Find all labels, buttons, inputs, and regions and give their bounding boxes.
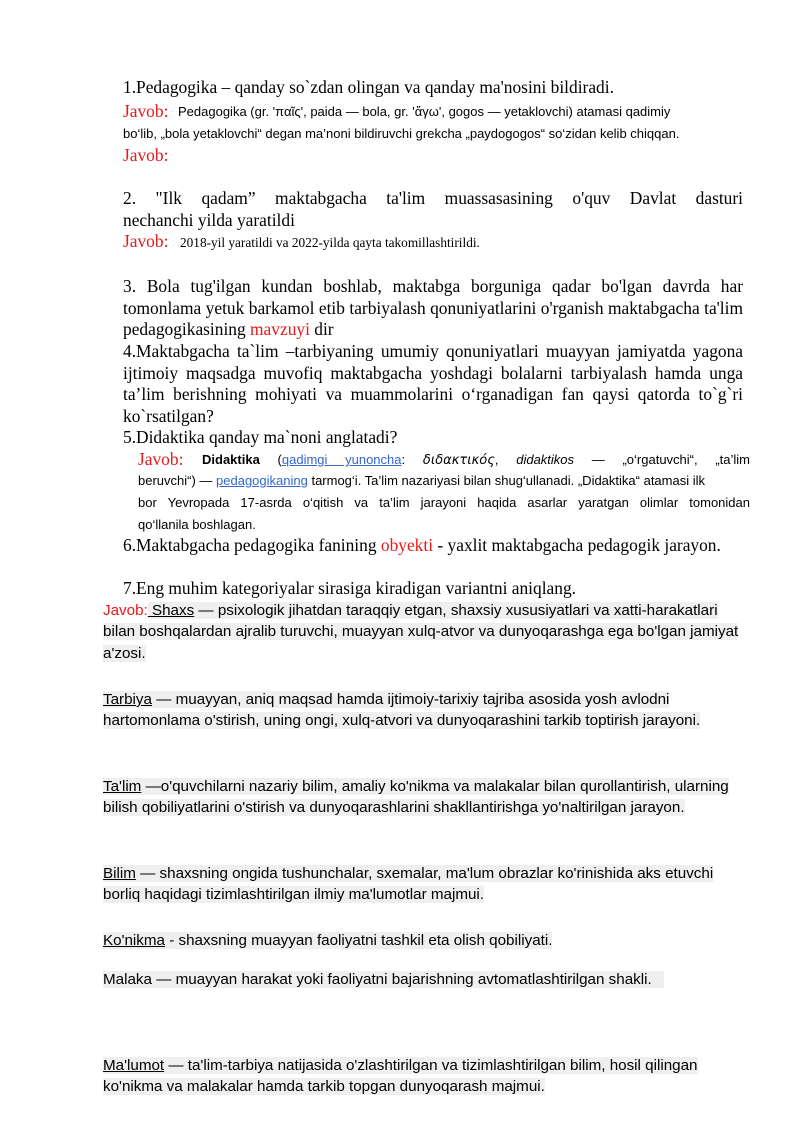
definition-bilim: [103, 863, 753, 906]
answer-1-line-2: bo‘lib, „bola yetaklovchi“ degan ma’noni bildiruvchi grekcha „paydogogos“ so‘zidan kelib chiqqan.: [123, 126, 680, 141]
answer-5-paren: (: [259, 452, 282, 467]
question-7: 7.Eng muhim kategoriyalar sirasiga kiradigan variantni aniqlang.: [123, 578, 576, 598]
definition-malaka-body: — muayyan harakat yoki faoliyatni bajarishning avtomatlashtirilgan shakli.: [151, 971, 652, 988]
answer-5-line-4: qo‘llanila boshlagan.: [138, 517, 256, 532]
definition-malumot-body: — ta'lim-tarbiya natijasida o'zlashtirilgan va tizimlashtirilgan bilim, hosil qilingan ko'nikma va malakalar hamda tarkib topgan dunyoqarash majmui.: [103, 1057, 698, 1096]
answer-5-line-2-end: tarmog‘i. Ta’lim nazariyasi bilan shug‘ullanadi. „Didaktika“ atamasi ilk: [307, 473, 705, 488]
question-1: [123, 77, 753, 99]
definition-talim-body: —o'quvchilarni nazariy bilim, amaliy ko'nikma va malakalar bilan qurollantirish, ularning bilish qobiliyatlarini o'stirish va dunyoqarashlarini shakllantirishga yo'naltirilgan jarayon.: [103, 778, 729, 817]
definition-konikma: [103, 930, 753, 951]
answer-5-term: Didaktika: [202, 452, 260, 467]
term-shaxs: Shaxs: [147, 602, 195, 619]
term-talim: Ta'lim: [103, 778, 142, 795]
term-bilim: Bilim: [103, 865, 136, 882]
answer-1-line-1: Pedagogika (gr. 'παῖς', paida — bola, gr. 'ἄγω', gogos — yetaklovchi) atamasi qadimiy: [178, 104, 671, 119]
question-6-text: 6.Maktabgacha pedagogika fanining: [123, 535, 381, 555]
definition-konikma-body: - shaxsning muayyan faoliyatni tashkil eta olish qobiliyati.: [165, 932, 553, 949]
answer-2: 2018-yil yaratildi va 2022-yilda qayta takomillashtirildi.: [180, 235, 480, 250]
question-4-text: 4.Maktabgacha ta`lim –tarbiyaning umumiy qonuniyatlari muayyan jamiyatda yagona ijtimoiy maqsadga muvofiq maktabgacha yoshdagi bolalarni tarbiyalash hamda unga ta’lim berishning mohiyati va muammolarini o‘rganadigan fan qaysi qatorda to`g`ri ko`rsatilgan?: [123, 341, 743, 426]
answer-5-meaning: — „o‘rgatuvchi“, „ta’lim: [574, 452, 750, 467]
answer-5-sep: :: [401, 452, 423, 467]
definition-shaxs-body: — psixologik jihatdan taraqqiy etgan, shaxsiy xususiyatlari va xatti-harakatlari bilan boshqalardan ajralib turuvchi, muayyan xulq-atvor va dunyoqarashga ega bo'lgan jamiyat a'zosi.: [103, 602, 739, 662]
answer-5-latin: didaktikos: [516, 452, 575, 467]
answer-5-comma: ,: [494, 452, 517, 467]
definition-malaka: [103, 969, 753, 990]
definition-bilim-body: — shaxsning ongida tushunchalar, sxemalar, ma'lum obrazlar ko'rinishida aks etuvchi borliq haqidagi tizimlashtirilgan ilmiy ma'lumotlar majmui.: [103, 865, 714, 904]
term-malaka: Malaka: [103, 971, 152, 988]
definitions-answer-label: Javob:: [103, 602, 148, 619]
term-malumot: Ma'lumot: [103, 1057, 165, 1074]
question-2-line-2: nechanchi yilda yaratildi: [123, 210, 295, 230]
question-1-text: 1.Pedagogika – qanday so`zdan olingan va qanday ma'nosini bildiradi.: [123, 77, 614, 97]
definition-shaxs: [103, 600, 753, 664]
answer-label-1: Javob:: [123, 101, 169, 121]
answer-5-line-2-start: beruvchi“) —: [138, 473, 217, 488]
term-tarbiya: Tarbiya: [103, 691, 152, 708]
answer-5-line-3: bor Yevropada 17-asrda o‘qitish va ta’lim jarayoni haqida asarlar yaratgan olimlar tomonidan: [138, 495, 750, 510]
question-3-suffix: dir: [309, 319, 334, 339]
answer-label-1b: Javob:: [123, 145, 169, 165]
question-3: [123, 276, 743, 341]
answer-5-greek: διδακτικός: [422, 453, 495, 468]
answer-5-line-1: [202, 451, 750, 470]
question-5: 5.Didaktika qanday ma`noni anglatadi?: [123, 427, 398, 447]
definition-tarbiya: [103, 689, 753, 732]
question-3-highlight: mavzuyi: [250, 319, 310, 339]
link-pedagogikaning[interactable]: pedagogikaning: [216, 473, 308, 488]
answer-label-5: Javob:: [138, 449, 184, 469]
definition-talim: [103, 776, 753, 819]
link-qadimgi-yunoncha[interactable]: qadimgi yunoncha: [281, 452, 402, 467]
definition-tarbiya-body: — muayyan, aniq maqsad hamda ijtimoiy-tarixiy tajriba asosida yosh avlodni hartomonlama o'stirish, uning ongi, xulq-atvori va dunyoqarashini tarkib toptirish jarayoni.: [103, 691, 701, 730]
question-4: [123, 341, 743, 427]
question-6: [123, 535, 743, 557]
question-6-suffix: - yaxlit maktabgacha pedagogik jarayon.: [433, 535, 721, 555]
term-konikma: Ko'nikma: [103, 932, 165, 949]
answer-5-line-2: [138, 472, 750, 490]
answer-label-2: Javob:: [123, 231, 169, 251]
question-6-highlight: obyekti: [380, 535, 434, 555]
question-3-text: 3. Bola tug'ilgan kundan boshlab, maktabga borguniga qadar bo'lgan davrda har tomonlama yetuk barkamol etib tarbiyalash qonuniyatlarini o'rganish maktabgacha ta'lim pedagogikasining: [123, 276, 743, 339]
question-2-line-1: 2. "Ilk qadam” maktabgacha ta'lim muassasasining o'quv Davlat dasturi: [123, 188, 743, 208]
definition-malumot: [103, 1055, 753, 1098]
